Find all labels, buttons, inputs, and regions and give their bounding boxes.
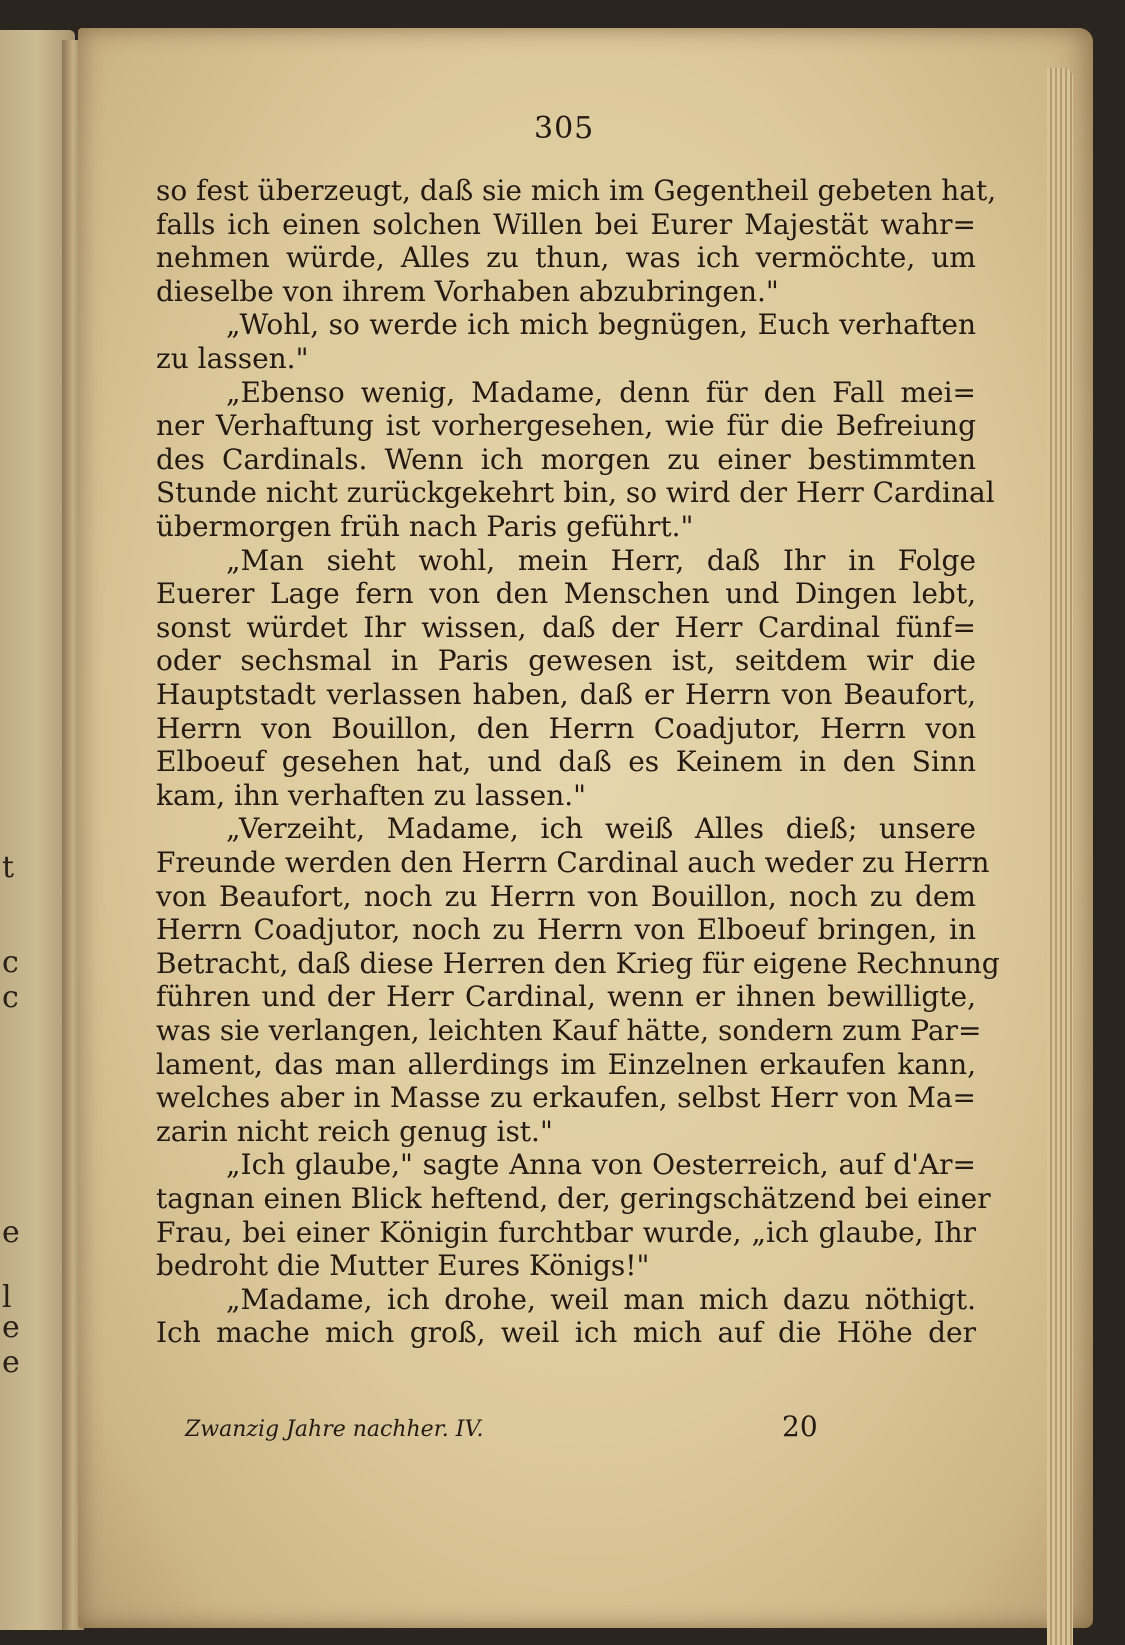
text-line: Herrn Coadjutor, noch zu Herrn von Elboeuf bringen, in: [156, 913, 976, 947]
text-line: Hauptstadt verlassen haben, daß er Herrn von Beaufort,: [156, 678, 976, 711]
text-line: was sie verlangen, leichten Kauf hätte, sondern zum Par=: [156, 1014, 982, 1047]
left-page-glyph: t: [2, 850, 15, 885]
text-line: „Verzeiht, Madame, ich weiß Alles dieß; unsere: [226, 812, 976, 846]
text-line: lament, das man allerdings im Einzelnen erkaufen kann,: [156, 1047, 976, 1081]
text-line: des Cardinals. Wenn ich morgen zu einer bestimmten: [156, 442, 976, 476]
text-line: „Ebenso wenig, Madame, denn für den Fall mei=: [226, 375, 976, 409]
text-line: Ich mache mich groß, weil ich mich auf die Höhe der: [156, 1316, 976, 1350]
text-line: ner Verhaftung ist vorhergesehen, wie für die Befreiung: [156, 409, 976, 443]
text-line: zarin nicht reich genug ist.": [156, 1114, 553, 1148]
text-line: übermorgen früh nach Paris geführt.": [156, 510, 694, 543]
running-footer-title: Zwanzig Jahre nachher. IV.: [185, 1417, 484, 1442]
left-page-glyph: e: [2, 1345, 20, 1380]
left-page-glyph: e: [2, 1310, 20, 1345]
page-number: 305: [534, 111, 595, 146]
text-line: von Beaufort, noch zu Herrn von Bouillon, noch zu dem: [156, 879, 976, 913]
text-line: oder sechsmal in Paris gewesen ist, seitdem wir die: [156, 644, 976, 678]
signature-mark: 20: [782, 1410, 818, 1443]
text-line: führen und der Herr Cardinal, wenn er ihnen bewilligte,: [156, 980, 976, 1014]
text-line: Euerer Lage fern von den Menschen und Dingen lebt,: [156, 577, 976, 611]
text-line: dieselbe von ihrem Vorhaben abzubringen.": [156, 274, 779, 308]
text-line: welches aber in Masse zu erkaufen, selbst Herr von Ma=: [156, 1081, 976, 1115]
page-edge-stack: [1047, 68, 1073, 1645]
text-line: Stunde nicht zurückgekehrt bin, so wird der Herr Cardinal: [156, 476, 995, 510]
text-line: kam, ihn verhaften zu lassen.": [156, 778, 587, 812]
text-line: Herrn von Bouillon, den Herrn Coadjutor, Herrn von: [156, 711, 976, 745]
left-page-glyph: l: [2, 1280, 12, 1315]
text-line: Frau, bei einer Königin furchtbar wurde, „ich glaube, Ihr: [156, 1215, 976, 1249]
text-line: nehmen würde, Alles zu thun, was ich vermöchte, um: [156, 241, 976, 275]
left-page-glyph: c: [2, 945, 19, 980]
text-line: falls ich einen solchen Willen bei Eurer Majestät wahr=: [156, 207, 976, 241]
left-page-glyph: e: [2, 1215, 20, 1250]
left-page-glyph: c: [2, 980, 19, 1015]
text-line: bedroht die Mutter Eures Königs!": [156, 1249, 650, 1283]
text-line: „Ich glaube," sagte Anna von Oesterreich, auf d'Ar=: [226, 1148, 976, 1182]
text-line: „Madame, ich drohe, weil man mich dazu nöthigt.: [226, 1282, 976, 1316]
text-line: Betracht, daß diese Herren den Krieg für eigene Rechnung: [156, 946, 1000, 980]
text-line: Freunde werden den Herrn Cardinal auch weder zu Herrn: [156, 846, 990, 879]
text-line: Elboeuf gesehen hat, und daß es Keinem in den Sinn: [156, 745, 976, 779]
text-line: „Wohl, so werde ich mich begnügen, Euch verhaften: [226, 308, 976, 342]
text-line: „Man sieht wohl, mein Herr, daß Ihr in Folge: [226, 543, 976, 577]
text-line: so fest überzeugt, daß sie mich im Gegentheil gebeten hat,: [156, 174, 997, 207]
text-line: sonst würdet Ihr wissen, daß der Herr Cardinal fünf=: [156, 610, 976, 644]
text-line: tagnan einen Blick heftend, der, geringschätzend bei einer: [156, 1182, 991, 1215]
text-line: zu lassen.": [156, 342, 309, 375]
